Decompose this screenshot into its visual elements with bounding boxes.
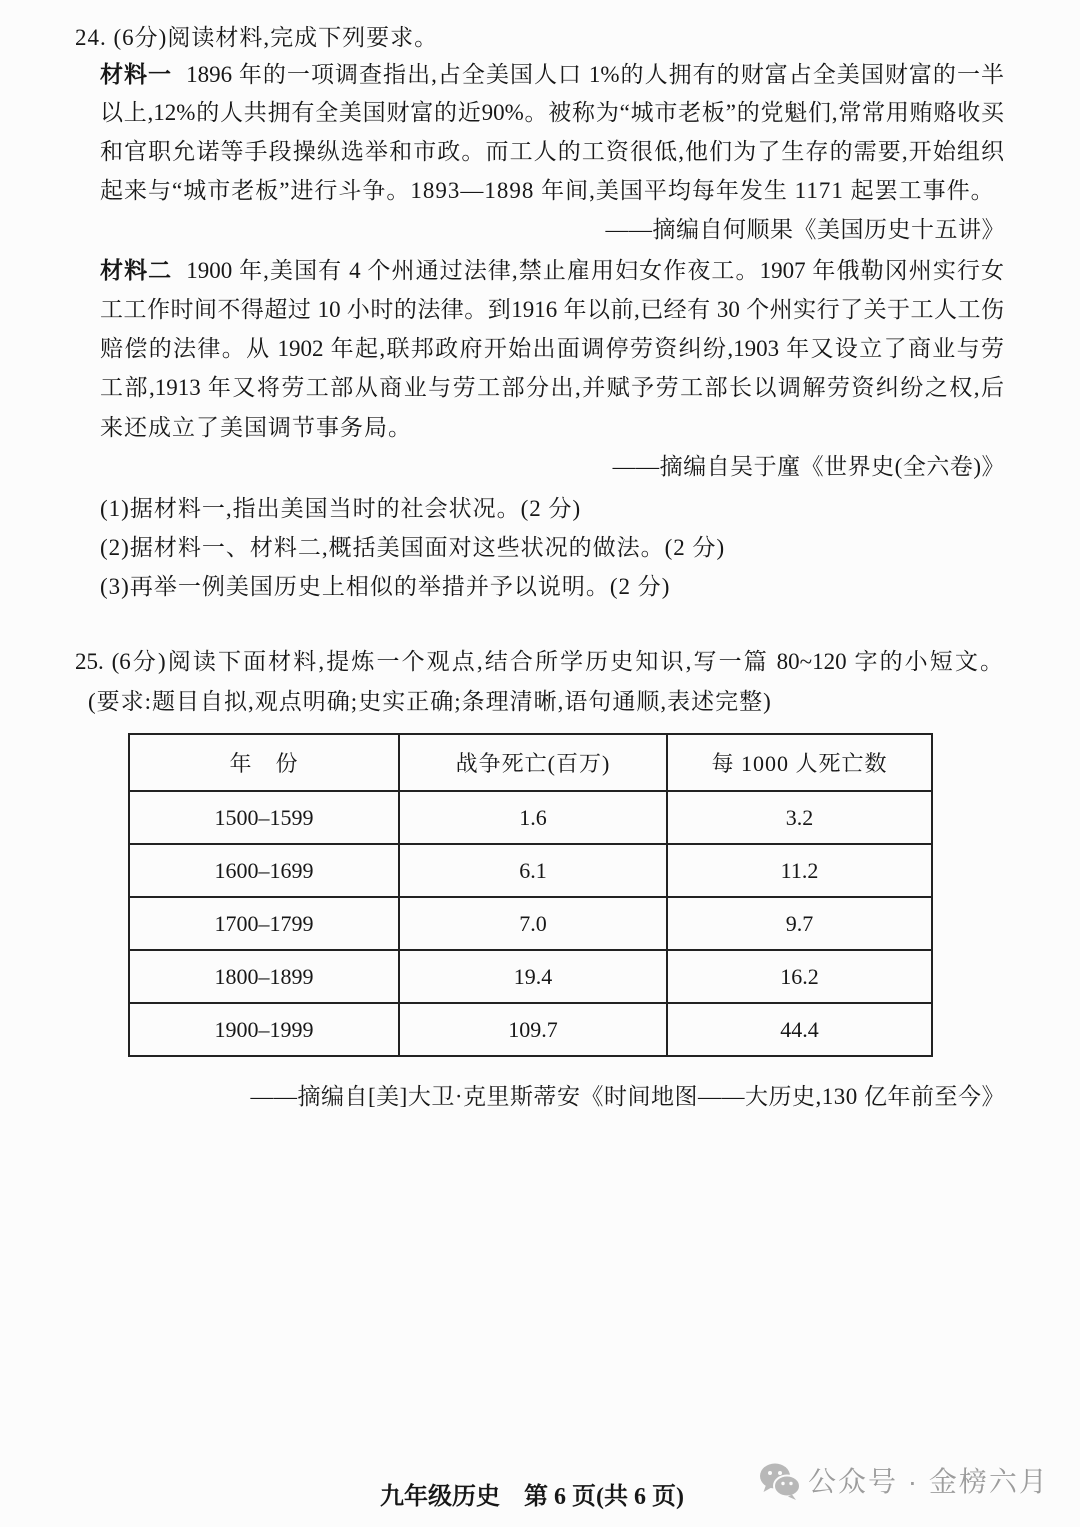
question-25-requirement: (要求:题目自拟,观点明确;史实正确;条理清晰,语句通顺,表述完整) — [88, 689, 772, 714]
table-cell-year: 1900–1999 — [129, 1003, 399, 1056]
table-row — [129, 897, 932, 950]
table-cell-deaths: 109.7 — [399, 1003, 667, 1056]
table-header-row — [129, 734, 932, 791]
material-1-text: 1896 年的一项调查指出,占全美国人口 1%的人拥有的财富占全美国财富的一半 — [186, 62, 1004, 87]
material-1-source: ——摘编自何顺果《美国历史十五讲》 — [605, 217, 1005, 242]
table-cell-year: 1700–1799 — [129, 897, 399, 950]
table-row — [129, 844, 932, 897]
page-footer: 九年级历史 第 6 页(共 6 页) — [380, 1484, 684, 1510]
table-header-year: 年 份 — [129, 734, 399, 791]
table-cell-deaths: 19.4 — [399, 950, 667, 1003]
material-2-source: ——摘编自吴于廑《世界史(全六卷)》 — [612, 454, 1005, 479]
table-cell-deaths: 1.6 — [399, 791, 667, 844]
material-2-line: 来还成立了美国调节事务局。 — [100, 415, 412, 440]
table-cell-deaths: 7.0 — [399, 897, 667, 950]
material-2-line: 工工作时间不得超过 10 小时的法律。到1916 年以前,已经有 30 个州实行了关于工人工伤 — [100, 297, 1005, 322]
watermark-text: 公众号 · 金榜六月 — [808, 1466, 1049, 1497]
sub-question-3: (3)再举一例美国历史上相似的举措并予以说明。(2 分) — [100, 574, 671, 599]
material-2-line — [100, 253, 1004, 289]
wechat-icon — [758, 1461, 802, 1501]
material-2-line: 工部,1913 年又将劳工部从商业与劳工部分出,并赋予劳工部长以调解劳资纠纷之权,后 — [100, 375, 1004, 400]
question-25-title: 25. (6分)阅读下面材料,提炼一个观点,结合所学历史知识,写一篇 80~120 字的小短文。 — [75, 649, 1003, 674]
table-row — [129, 1003, 932, 1056]
question-24-title: 24. (6分)阅读材料,完成下列要求。 — [75, 25, 439, 50]
table-cell-per-1000: 44.4 — [667, 1003, 932, 1056]
war-deaths-table — [128, 733, 933, 1057]
material-2-line: 赔偿的法律。从 1902 年起,联邦政府开始出面调停劳资纠纷,1903 年又设立了商业与劳 — [100, 336, 1004, 361]
table-header-deaths: 战争死亡(百万) — [399, 734, 667, 791]
material-1-line — [100, 57, 1004, 93]
table-cell-per-1000: 3.2 — [667, 791, 932, 844]
material-2-text: 1900 年,美国有 4 个州通过法律,禁止雇用妇女作夜工。1907 年俄勒冈州实行女 — [186, 258, 1004, 283]
material-2-label: 材料二 — [100, 258, 173, 283]
table-cell-per-1000: 9.7 — [667, 897, 932, 950]
sub-question-1: (1)据材料一,指出美国当时的社会状况。(2 分) — [100, 496, 582, 521]
material-1-line: 起来与“城市老板”进行斗争。1893—1898 年间,美国平均每年发生 1171 起罢工事件。 — [100, 178, 995, 203]
sub-question-2: (2)据材料一、材料二,概括美国面对这些状况的做法。(2 分) — [100, 535, 726, 560]
material-1-label: 材料一 — [100, 62, 173, 87]
table-cell-per-1000: 16.2 — [667, 950, 932, 1003]
table-cell-year: 1800–1899 — [129, 950, 399, 1003]
material-1-line: 以上,12%的人共拥有全美国财富的近90%。被称为“城市老板”的党魁们,常常用贿赂收买 — [100, 100, 1004, 125]
table-source: ——摘编自[美]大卫·克里斯蒂安《时间地图——大历史,130 亿年前至今》 — [250, 1084, 1005, 1109]
table-cell-deaths: 6.1 — [399, 844, 667, 897]
table-header-per-1000: 每 1000 人死亡数 — [667, 734, 932, 791]
table-cell-year: 1500–1599 — [129, 791, 399, 844]
table-cell-per-1000: 11.2 — [667, 844, 932, 897]
table-cell-year: 1600–1699 — [129, 844, 399, 897]
table-row — [129, 950, 932, 1003]
material-1-line: 和官职允诺等手段操纵选举和市政。而工人的工资很低,他们为了生存的需要,开始组织 — [100, 139, 1004, 164]
table-row — [129, 791, 932, 844]
